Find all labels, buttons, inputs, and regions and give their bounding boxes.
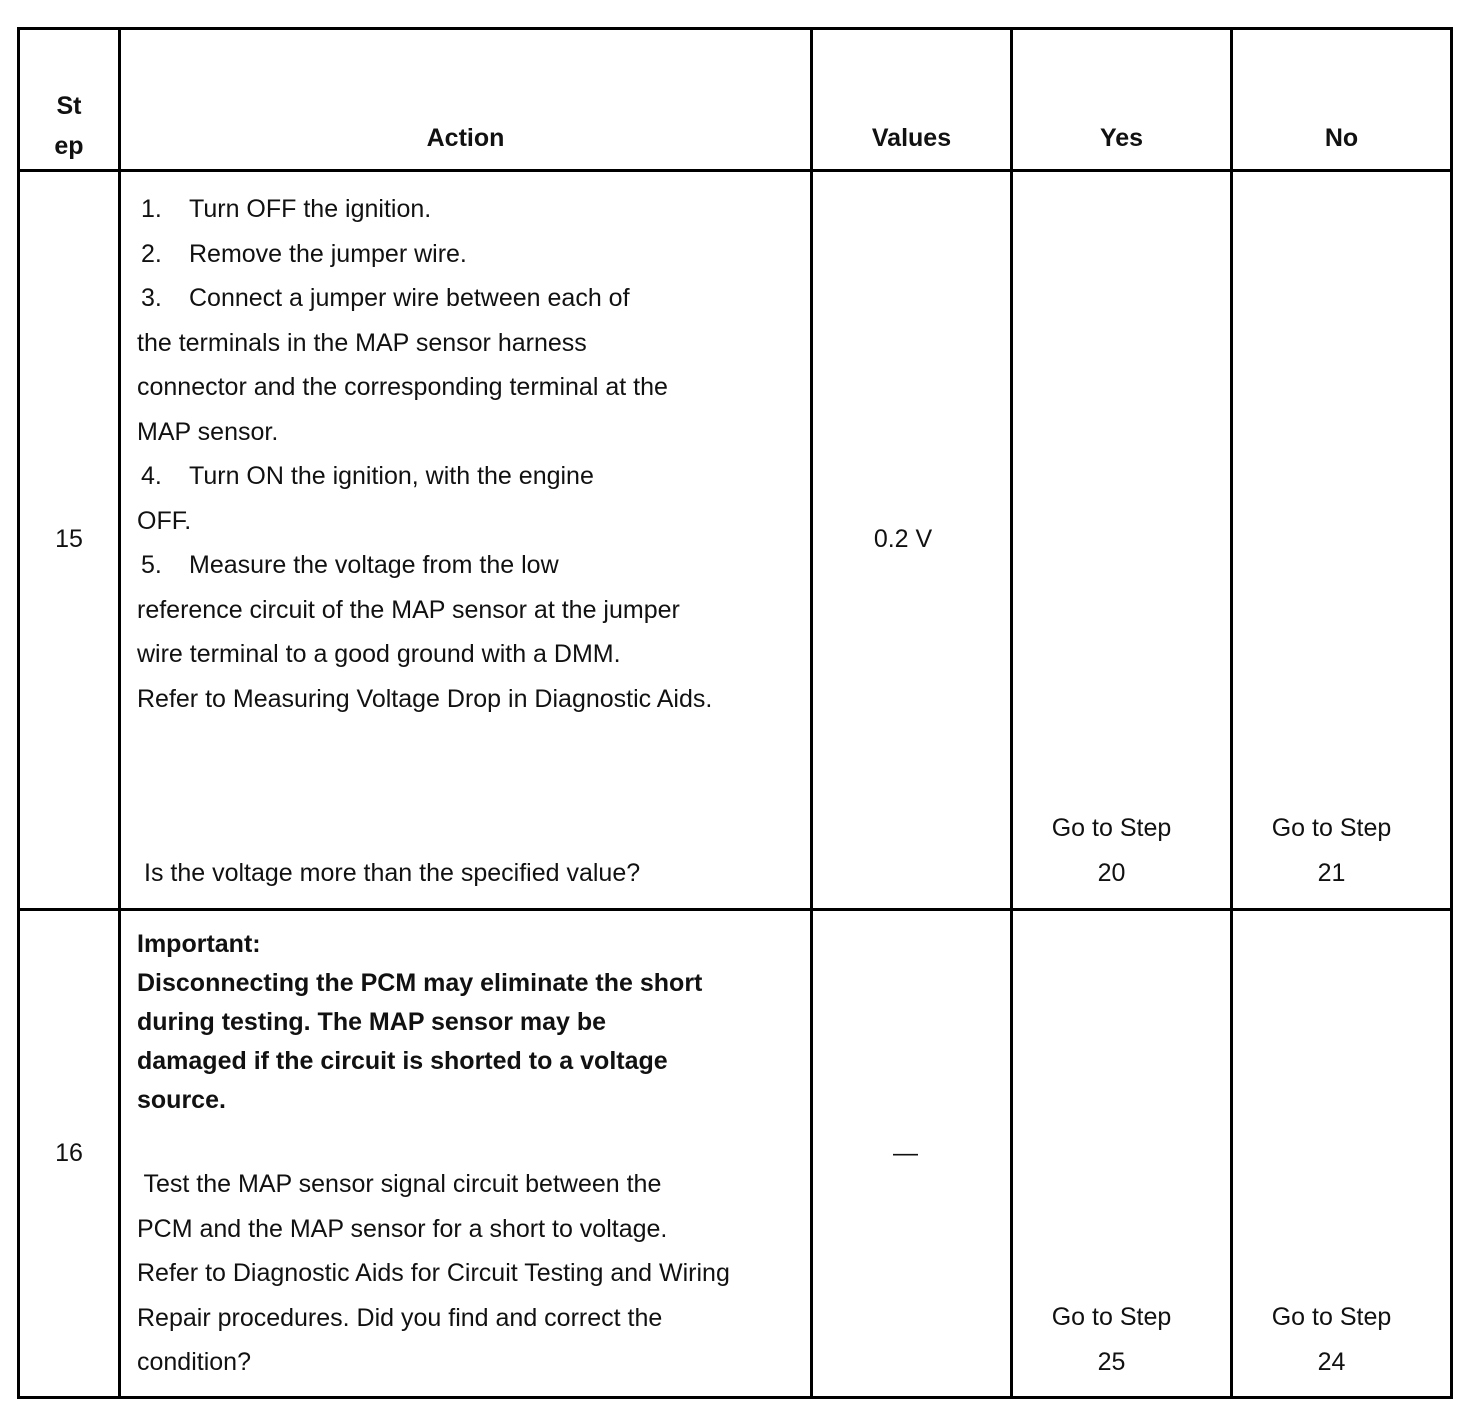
action-line: condition? xyxy=(137,1348,251,1376)
action-line: 1. Turn OFF the ignition. xyxy=(141,195,432,223)
no-goto-15 xyxy=(1233,806,1430,895)
action-line: Refer to Diagnostic Aids for Circuit Testing and Wiring xyxy=(137,1259,730,1287)
action-line: Refer to Measuring Voltage Drop in Diagnostic Aids. xyxy=(137,684,713,713)
no-goto-16 xyxy=(1233,1295,1430,1384)
header-action: Action xyxy=(426,124,505,152)
action-steps-16 xyxy=(137,1162,730,1385)
action-line: MAP sensor. xyxy=(137,417,279,446)
value-16: — xyxy=(893,1139,918,1167)
action-line: the terminals in the MAP sensor harness xyxy=(137,328,587,357)
action-steps-15 xyxy=(137,187,712,721)
action-line: reference circuit of the MAP sensor at the jumper xyxy=(137,595,680,624)
action-line: Test the MAP sensor signal circuit between the xyxy=(137,1170,662,1198)
action-line: wire terminal to a good ground with a DMM. xyxy=(137,640,621,668)
yes-goto-step: 25 xyxy=(1097,1347,1126,1376)
step-number-15: 15 xyxy=(55,525,83,553)
action-line: OFF. xyxy=(137,506,192,535)
header-step xyxy=(20,86,118,166)
table-border-top xyxy=(17,27,1453,30)
action-line: PCM and the MAP sensor for a short to voltage. xyxy=(137,1214,668,1243)
action-line: 4. Turn ON the ignition, with the engine xyxy=(141,462,594,490)
important-line: damaged if the circuit is shorted to a voltage xyxy=(137,1047,668,1075)
no-goto-step: 21 xyxy=(1317,858,1346,887)
step-number-16: 16 xyxy=(55,1139,83,1167)
no-goto-label: Go to Step xyxy=(1271,1303,1392,1331)
column-divider-action xyxy=(118,27,121,1399)
important-line: Disconnecting the PCM may eliminate the short xyxy=(137,969,703,997)
header-yes: Yes xyxy=(1099,124,1144,152)
no-goto-label: Go to Step xyxy=(1271,814,1392,842)
header-step-line1: St xyxy=(56,92,82,120)
action-line: connector and the corresponding terminal at the xyxy=(137,373,668,401)
yes-goto-label: Go to Step xyxy=(1051,1303,1172,1331)
action-line: 5. Measure the voltage from the low xyxy=(141,551,559,579)
action-line: 2. Remove the jumper wire. xyxy=(141,239,467,268)
important-label: Important: xyxy=(137,930,261,958)
table-border-bottom xyxy=(17,1396,1453,1399)
value-15: 0.2 V xyxy=(873,525,933,553)
no-goto-step: 24 xyxy=(1317,1347,1346,1376)
yes-goto-step: 20 xyxy=(1097,858,1126,887)
column-divider-values xyxy=(810,27,813,1399)
important-line: during testing. The MAP sensor may be xyxy=(137,1008,607,1036)
table-border-left xyxy=(17,27,20,1399)
column-divider-no xyxy=(1230,27,1233,1399)
column-divider-yes xyxy=(1010,27,1013,1399)
header-values: Values xyxy=(871,124,952,152)
yes-goto-16 xyxy=(1013,1295,1210,1384)
header-no: No xyxy=(1324,124,1359,152)
yes-goto-label: Go to Step xyxy=(1051,814,1172,842)
yes-goto-15 xyxy=(1013,806,1210,895)
action-question-15: Is the voltage more than the specified value? xyxy=(144,859,641,887)
action-line: Repair procedures. Did you find and correct the xyxy=(137,1303,663,1332)
header-step-line2: ep xyxy=(54,132,84,160)
important-note-16 xyxy=(137,925,702,1120)
important-line: source. xyxy=(137,1086,226,1114)
table-border-right xyxy=(1450,27,1453,1399)
header-divider xyxy=(17,169,1453,172)
action-line: 3. Connect a jumper wire between each of xyxy=(141,284,630,312)
row-divider xyxy=(17,908,1453,911)
